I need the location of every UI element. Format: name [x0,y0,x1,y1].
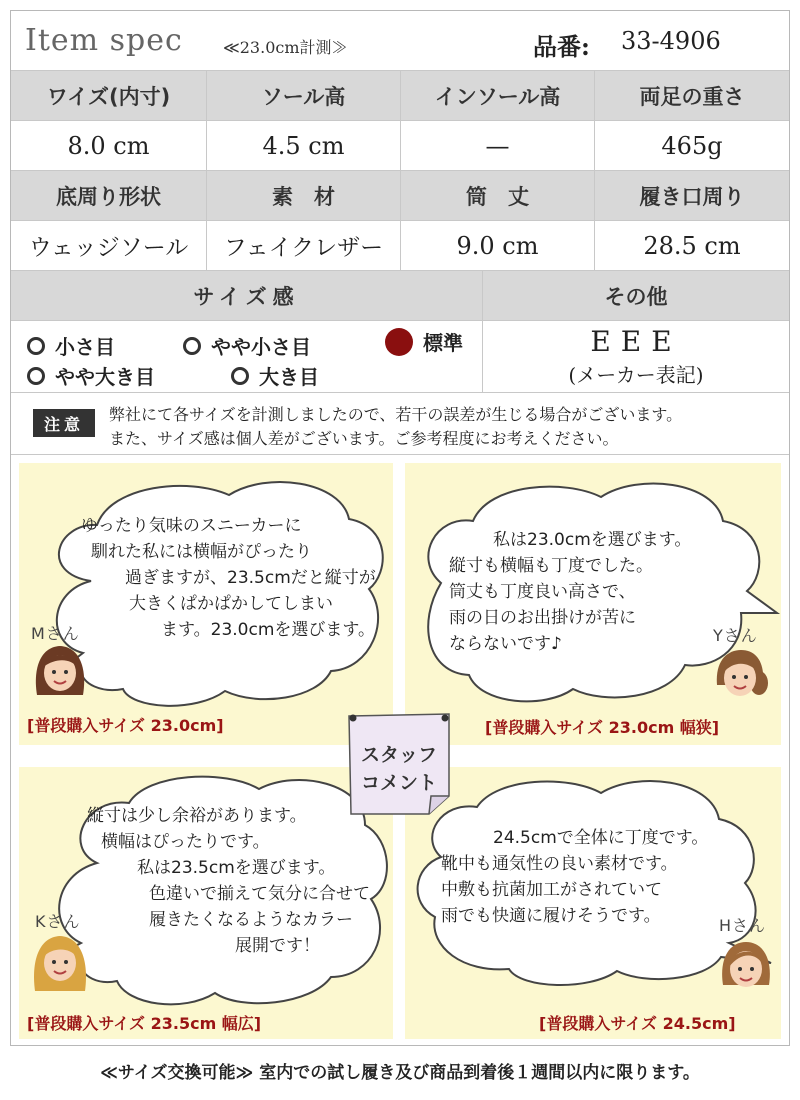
other-header: その他 [483,271,789,321]
comment-line: 横幅はぴったりです。 [101,832,270,852]
item-spec-title: Item spec [25,23,183,58]
spec-header-cell: ワイズ(内寸) [11,71,207,121]
spec-header-cell: 底周り形状 [11,171,207,221]
spec-value-cell: 9.0 cm [401,221,595,271]
staff-comments [11,455,789,1047]
spec-header-cell: 筒 丈 [401,171,595,221]
spec-value-row-1 [11,121,789,171]
comment-line: 過ぎますが、23.5cmだと縦寸が [125,568,376,588]
size-option-label: やや大き目 [55,365,155,389]
selected-dot-icon [385,328,413,356]
radio-circle-icon [183,337,201,355]
spec-header [11,11,789,71]
size-option-large [231,361,319,390]
spec-header-row-1 [11,71,789,121]
comment-line: 履きたくなるようなカラー [149,910,353,930]
sticky-note-text: コメント [360,772,437,794]
size-option-small [27,331,115,360]
radio-circle-icon [27,367,45,385]
spec-header-cell: 両足の重さ [595,71,789,121]
spec-header-cell: 素 材 [207,171,401,221]
size-feel-options [11,321,483,392]
size-option-label: やや小さ目 [211,335,311,359]
maker-note: (メーカー表記) [568,363,704,387]
comment-line: 中敷も抗菌加工がされていて [441,880,662,900]
size-feel-row [11,321,789,393]
size-option-slightly-large [27,361,155,390]
hinban-value: 33-4906 [621,27,721,55]
size-option-label: 小さ目 [55,335,115,359]
radio-circle-icon [231,367,249,385]
spec-value-cell: 28.5 cm [595,221,789,271]
size-option-standard [385,327,463,356]
spec-value-cell: — [401,121,595,171]
sticky-note-text: スタッフ [360,744,437,766]
hinban-label: 品番: [533,32,590,61]
usual-size-label: [普段購入サイズ 23.0cm 幅狭] [485,718,720,737]
comment-panel-m [19,463,393,745]
usual-size-label: [普段購入サイズ 24.5cm] [539,1014,736,1033]
comment-line: ならないです♪ [449,634,562,654]
spec-value-cell: 8.0 cm [11,121,207,171]
spec-header-row-2 [11,171,789,221]
comment-text [87,803,370,959]
commenter-name: Hさん [719,916,767,935]
comment-line: 私は23.5cmを選びます。 [137,858,336,878]
caution-text: 弊社にて各サイズを計測しましたので、若干の誤差が生じる場合がございます。 [109,405,683,424]
comment-line: 馴れた私には横幅がぴったり [91,542,312,562]
comment-line: 私は23.0cmを選びます。 [493,530,692,550]
commenter-name: Kさん [35,912,81,931]
comment-text [81,513,376,643]
spec-value-row-2 [11,221,789,271]
woman-face-icon [717,937,775,995]
comment-panel-y [405,463,781,745]
usual-size-label: [普段購入サイズ 23.5cm 幅広] [27,1014,262,1033]
woman-face-icon [31,641,89,699]
radio-circle-icon [27,337,45,355]
comment-line: 雨の日のお出掛けが苦に [449,608,636,628]
comment-line: 色違いで揃えて気分に合せて [149,884,370,904]
comment-line: 展開です！ [235,936,320,956]
exchange-notice: ≪サイズ交換可能≫ 室内での試し履き及び商品到着後１週間以内に限ります。 [100,1063,700,1083]
measure-note: ≪23.0cm計測≫ [223,38,348,57]
caution-text: また、サイズ感は個人差がございます。ご参考程度にお考えください。 [109,429,619,448]
comment-line: 靴中も通気性の良い素材です。 [441,854,678,874]
spec-header-cell: 履き口周り [595,171,789,221]
size-feel-header: サイズ感 [11,271,483,321]
comment-line: 24.5cmで全体に丁度です。 [493,828,709,848]
comment-line: ます。23.0cmを選びます。 [161,620,376,640]
usual-size-label: [普段購入サイズ 23.0cm] [27,716,224,735]
spec-value-cell: 465g [595,121,789,171]
caution-section [11,393,789,455]
other-value-cell [483,321,789,392]
comment-panel-k [19,767,393,1039]
comment-line: 筒丈も丁度良い高さで、 [449,582,636,602]
comment-line: ゆったり気味のスニーカーに [81,516,302,536]
comment-text [449,527,691,657]
size-option-label: 大き目 [259,365,319,389]
comment-text [441,825,708,929]
commenter-name: Mさん [31,624,80,643]
spec-header-cell: インソール高 [401,71,595,121]
spec-header-cell: ソール高 [207,71,401,121]
comment-line: 大きくぱかぱかしてしまい [129,594,333,614]
woman-face-icon [31,931,89,993]
spec-value-cell: ウェッジソール [11,221,207,271]
spec-value-cell: フェイクレザー [207,221,401,271]
comment-panel-h [405,767,781,1039]
comment-line: 縦寸は少し余裕があります。 [87,806,307,826]
staff-comment-sticky-note [345,710,453,818]
width-grade: EEE [590,325,682,358]
spec-frame [10,10,790,1046]
size-option-slightly-small [183,331,311,360]
comment-line: 縦寸も横幅も丁度でした。 [449,556,653,576]
comment-line: 雨でも快適に履けそうです。 [441,906,661,926]
spec-value-cell: 4.5 cm [207,121,401,171]
caution-badge: 注意 [33,409,95,437]
commenter-name: Yさん [713,626,758,645]
size-option-label: 標準 [423,331,463,355]
woman-face-icon [711,645,769,703]
size-feel-header-row [11,271,789,321]
